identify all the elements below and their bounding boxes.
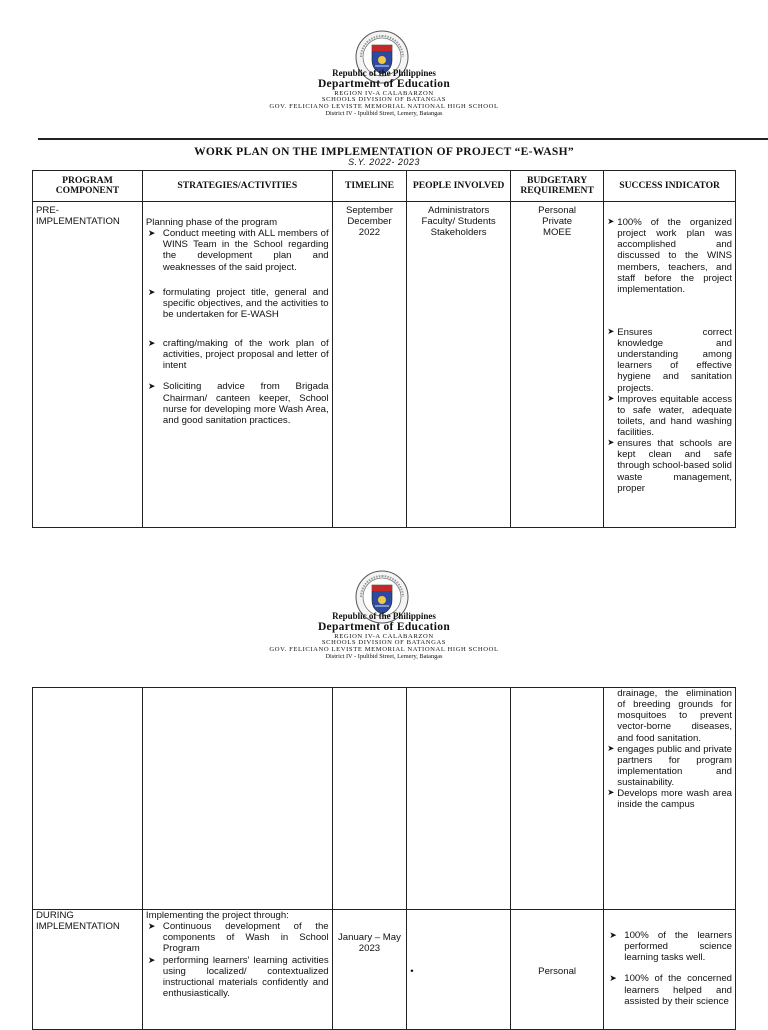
letterhead — [0, 69, 768, 118]
table-row — [33, 202, 736, 528]
column-header: TIMELINE — [332, 171, 407, 202]
success-indicator-cell — [604, 688, 736, 910]
success-indicator-cell — [604, 202, 736, 528]
strategies-cell — [142, 688, 332, 910]
list-item: ➤ Soliciting advice from Brigada Chairman/ canteen keeper, School nurse for developing more Wash Area, and good sanitation practices. — [163, 381, 329, 426]
list-item: ➤ ensures that schools are kept clean and safe through school-based solid waste management, proper — [617, 438, 732, 494]
list-item: ➤ Continuous development of the components of Wash in School Program — [163, 921, 329, 954]
list-item: ➤ engages public and private partners for program implementation and sustainability. — [617, 744, 732, 789]
timeline-text: 2022 — [358, 227, 381, 239]
page-gap — [0, 532, 768, 560]
success-indicator-cell — [604, 910, 736, 1030]
work-plan-table-continued — [32, 687, 736, 1030]
region-line: REGION IV-A CALABARZON — [334, 89, 434, 97]
program-component-cell — [33, 910, 143, 1030]
list-item: ➤ 100% of the organized project work plan was accomplished and discussed to the WINS members, teachers, and staff before the project implementation. — [617, 217, 732, 295]
budget-text: Personal — [538, 966, 577, 977]
indicator-list — [607, 217, 732, 494]
list-item: ➤ Improves equitable access to safe water, adequate toilets, and hand washing facilities. — [617, 394, 732, 439]
program-component-cell — [33, 202, 143, 528]
people-text: Faculty/ Students — [421, 216, 496, 228]
letterhead — [0, 612, 768, 661]
program-component: PRE-IMPLEMENTATION — [36, 205, 120, 228]
list-item: ➤ formulating project title, general and specific objectives, and the activities to be undertaken for E-WASH — [163, 287, 329, 320]
indicator-list — [607, 930, 732, 1007]
indicator-continuation: drainage, the elimination of breeding grounds for mosquitoes to prevent vector-borne diseases, and food sanitation. — [617, 688, 732, 744]
region-line: REGION IV-A CALABARZON — [334, 632, 434, 640]
column-header: STRATEGIES/ACTIVITIES — [142, 171, 332, 202]
list-item: ➤ Conduct meeting with ALL members of WINS Team in the School regarding the development plan and weaknesses of the said project. — [163, 228, 329, 273]
timeline-cell — [332, 910, 407, 1030]
list-item: ➤ Ensures correct knowledge and understanding among learners of effective hygiene and sanitation projects. — [617, 327, 732, 394]
program-component-cell — [33, 688, 143, 910]
table-row — [33, 910, 736, 1030]
document-title: WORK PLAN ON THE IMPLEMENTATION OF PROJECT “E-WASH” — [194, 146, 574, 158]
people-cell — [407, 688, 511, 910]
republic-line: Republic of the Philippines — [332, 68, 436, 78]
budget-cell — [510, 688, 603, 910]
column-header: SUCCESS INDICATOR — [604, 171, 736, 202]
timeline-text: December — [347, 216, 392, 228]
table-row — [33, 688, 736, 910]
district-line: District IV - Ipulibid Street, Lemery, Batangas — [325, 110, 443, 118]
people-cell — [407, 202, 511, 528]
budget-text: MOEE — [542, 227, 572, 239]
school-line: GOV. FELICIANO LEVISTE MEMORIAL NATIONAL HIGH SCHOOL — [269, 103, 499, 111]
list-item: ➤ Develops more wash area inside the campus — [617, 788, 732, 810]
list-item: ➤ 100% of the learners performed science learning tasks well. — [624, 930, 732, 963]
list-item: ➤ performing learners' learning activities using localized/ contextualized instructional materials confidently and enthusiastically. — [163, 955, 329, 1000]
header-divider — [38, 138, 768, 140]
department-line: Department of Education — [317, 78, 451, 91]
division-line: SCHOOLS DIVISION OF BATANGAS — [321, 639, 447, 647]
district-line: District IV - Ipulibid Street, Lemery, Batangas — [325, 653, 443, 661]
department-line: Department of Education — [317, 621, 451, 634]
republic-line: Republic of the Philippines — [332, 611, 436, 621]
strategy-list — [146, 921, 329, 999]
budget-text: Personal — [538, 205, 577, 216]
work-plan-table — [32, 170, 736, 528]
list-item: ➤ 100% of the concerned learners helped and assisted by their science — [624, 973, 732, 1006]
column-header: PROGRAM COMPONENT — [33, 171, 143, 202]
budget-cell — [510, 202, 603, 528]
column-header: PEOPLE INVOLVED — [407, 171, 511, 202]
indicator-list — [607, 744, 732, 811]
division-line: SCHOOLS DIVISION OF BATANGAS — [321, 96, 447, 104]
strategy-intro: Implementing the project through: — [145, 910, 289, 921]
people-cell — [407, 910, 511, 1030]
strategies-cell — [142, 910, 332, 1030]
strategies-cell — [142, 202, 332, 528]
column-header: BUDGETARY REQUIREMENT — [510, 171, 603, 202]
strategy-list — [146, 228, 329, 426]
program-component: DURING IMPLEMENTATION — [36, 910, 120, 933]
timeline-text: September — [345, 205, 393, 216]
timeline-cell — [332, 688, 407, 910]
budget-cell — [510, 910, 603, 1030]
school-line: GOV. FELICIANO LEVISTE MEMORIAL NATIONAL HIGH SCHOOL — [269, 646, 499, 654]
list-item: ➤ crafting/making of the work plan of activities, project proposal and letter of intent — [163, 338, 329, 371]
table-header-row — [33, 171, 736, 202]
document-page-2 — [0, 560, 768, 1024]
budget-text: Private — [542, 216, 573, 228]
people-text: Administrators — [427, 205, 490, 216]
school-year: S.Y. 2022- 2023 — [348, 157, 420, 167]
strategy-intro: Planning phase of the program — [145, 217, 278, 228]
people-text: Stakeholders — [430, 227, 487, 239]
timeline-cell — [332, 202, 407, 528]
timeline-text: January – May 2023 — [338, 932, 401, 955]
bullet-point: • — [410, 966, 414, 977]
